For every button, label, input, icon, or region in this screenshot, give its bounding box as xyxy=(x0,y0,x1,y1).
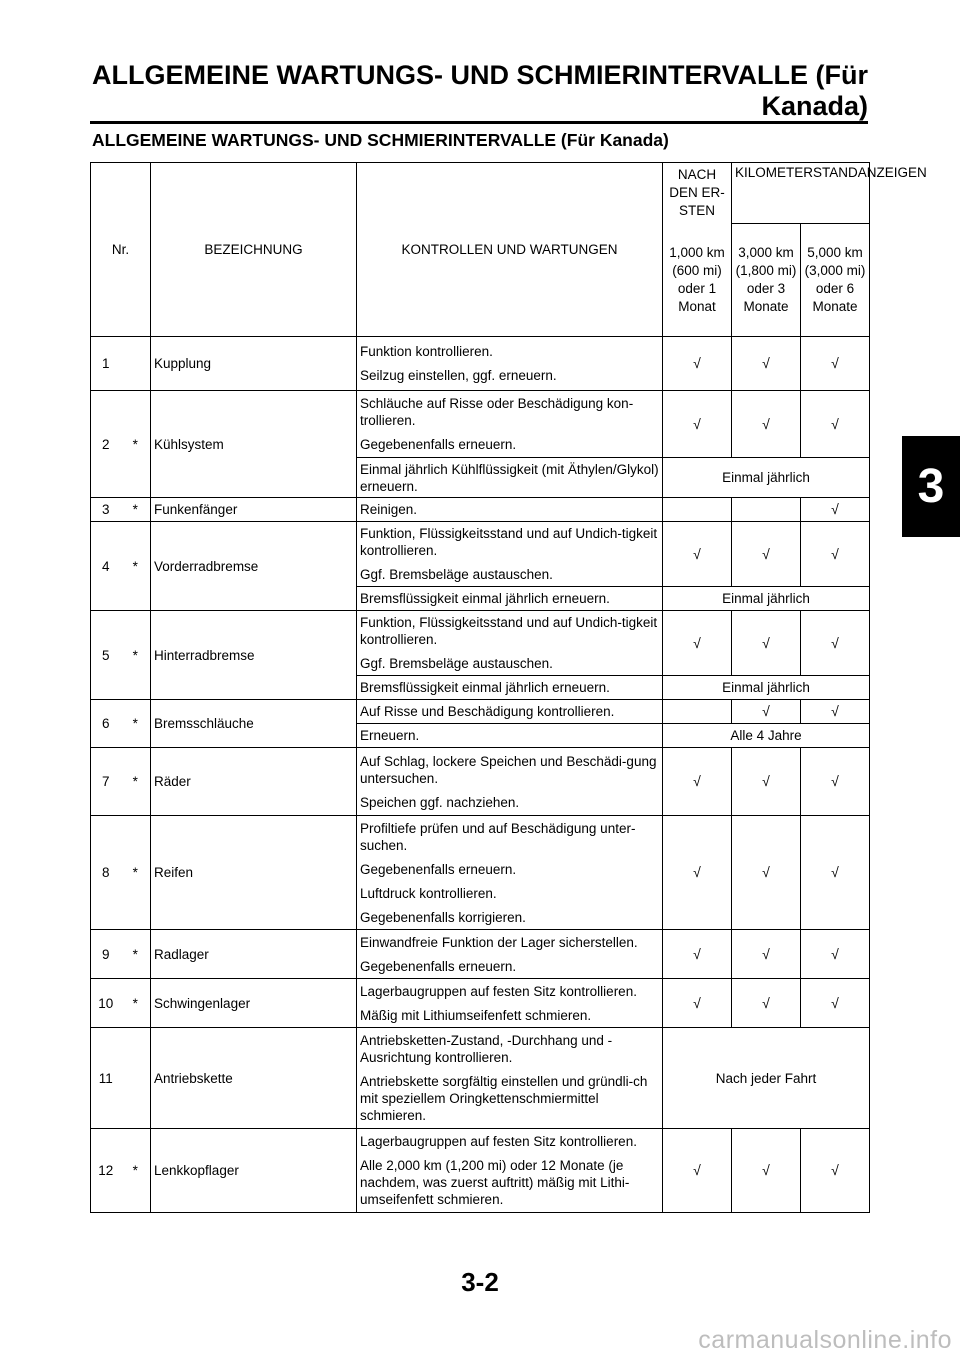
table-row xyxy=(91,700,870,724)
check-mark: √ xyxy=(663,391,732,458)
empty-cell xyxy=(663,498,732,522)
header-kontrollen: KONTROLLEN UND WARTUNGEN xyxy=(357,163,663,337)
action: Gegebenenfalls erneuern. xyxy=(360,861,517,877)
check-mark: √ xyxy=(732,522,801,587)
header-odometer: KILOMETERSTANDANZEIGEN xyxy=(732,163,870,224)
check-mark: √ xyxy=(801,930,870,979)
row-star: * xyxy=(121,498,151,522)
action: Mäßig mit Lithiumseifenfett schmieren. xyxy=(360,1007,592,1023)
check-mark: √ xyxy=(732,391,801,458)
interval-span: Alle 4 Jahre xyxy=(663,724,870,748)
check-mark: √ xyxy=(732,611,801,676)
row-number: 9 xyxy=(91,930,121,979)
table-row xyxy=(91,816,870,930)
table-row xyxy=(91,748,870,816)
action: Auf Risse und Beschädigung kontrollieren. xyxy=(360,704,615,719)
row-actions xyxy=(357,458,663,498)
action: Einmal jährlich Kühlflüssigkeit (mit Äthylen/Glykol) erneuern. xyxy=(360,461,659,494)
row-actions xyxy=(357,337,663,391)
row-name: Kühlsystem xyxy=(151,391,357,498)
row-star: * xyxy=(121,611,151,700)
watermark: carmanualsonline.info xyxy=(698,1326,952,1354)
action: Schläuche auf Risse oder Beschädigung kon-trollieren. xyxy=(360,396,634,428)
row-number: 4 xyxy=(91,522,121,611)
table-row xyxy=(91,1028,870,1129)
maintenance-table xyxy=(90,162,927,1213)
check-mark: √ xyxy=(663,816,732,930)
check-mark: √ xyxy=(732,748,801,816)
row-star: * xyxy=(121,391,151,498)
check-mark: √ xyxy=(663,611,732,676)
action: Luftdruck kontrollieren. xyxy=(360,885,497,901)
check-mark: √ xyxy=(801,1129,870,1213)
row-number: 12 xyxy=(91,1129,121,1213)
check-mark: √ xyxy=(801,816,870,930)
row-star: * xyxy=(121,748,151,816)
check-mark: √ xyxy=(663,930,732,979)
row-star: * xyxy=(121,930,151,979)
table-row xyxy=(91,1129,870,1213)
check-mark: √ xyxy=(801,391,870,458)
page-heading-line1: ALLGEMEINE WARTUNGS- UND SCHMIERINTERVALLE (Für xyxy=(92,60,868,90)
row-actions xyxy=(357,391,663,458)
action: Gegebenenfalls erneuern. xyxy=(360,958,517,974)
action: Alle 2,000 km (1,200 mi) oder 12 Monate (je nachdem, was zuerst auftritt) mäßig mit Lithi-umseifenfett schmieren. xyxy=(360,1158,630,1207)
action: Profiltiefe prüfen und auf Beschädigung unter-suchen. xyxy=(360,820,636,853)
table-row xyxy=(91,930,870,979)
row-actions xyxy=(357,676,663,700)
row-star: * xyxy=(121,700,151,748)
table-row xyxy=(91,522,870,587)
check-mark: √ xyxy=(801,979,870,1028)
action: Lagerbaugruppen auf festen Sitz kontrollieren. xyxy=(360,1134,637,1149)
row-number: 8 xyxy=(91,816,121,930)
action: Bremsflüssigkeit einmal jährlich erneuern. xyxy=(360,591,610,606)
row-star xyxy=(121,337,151,391)
check-mark: √ xyxy=(801,700,870,724)
action: Reinigen. xyxy=(360,502,418,517)
table-row xyxy=(91,498,870,522)
row-number: 6 xyxy=(91,700,121,748)
interval-span: Einmal jährlich xyxy=(663,676,870,700)
section-title: ALLGEMEINE WARTUNGS- UND SCHMIERINTERVALLE (Für Kanada) xyxy=(92,130,669,150)
page-heading-line2: Kanada) xyxy=(761,91,868,121)
action: Seilzug einstellen, ggf. erneuern. xyxy=(360,368,557,383)
empty-cell xyxy=(663,700,732,724)
action: Funktion, Flüssigkeitsstand und auf Undich-tigkeit kontrollieren. xyxy=(360,615,658,647)
action: Auf Schlag, lockere Speichen und Beschädi-gung untersuchen. xyxy=(360,753,657,786)
row-actions xyxy=(357,748,663,816)
check-mark: √ xyxy=(663,337,732,391)
check-mark: √ xyxy=(801,611,870,676)
row-name: Vorderradbremse xyxy=(151,522,357,611)
row-name: Radlager xyxy=(151,930,357,979)
row-actions xyxy=(357,930,663,979)
action: Antriebskette sorgfältig einstellen und gründli-ch mit speziellem Oringkettenschmiermittel schmieren. xyxy=(360,1074,648,1123)
row-actions xyxy=(357,1028,663,1129)
row-name: Antriebskette xyxy=(151,1028,357,1129)
row-star xyxy=(121,1028,151,1129)
row-actions xyxy=(357,700,663,724)
check-mark: √ xyxy=(732,930,801,979)
row-name: Reifen xyxy=(151,816,357,930)
action: Gegebenenfalls erneuern. xyxy=(360,437,517,452)
header-bezeichnung: BEZEICHNUNG xyxy=(151,163,357,337)
row-star: * xyxy=(121,1129,151,1213)
row-name: Funkenfänger xyxy=(151,498,357,522)
row-name: Bremsschläuche xyxy=(151,700,357,748)
row-number: 7 xyxy=(91,748,121,816)
action: Funktion, Flüssigkeitsstand und auf Undich-tigkeit kontrollieren. xyxy=(360,526,658,558)
check-mark: √ xyxy=(732,337,801,391)
action: Einwandfreie Funktion der Lager sicherstellen. xyxy=(360,934,638,950)
check-mark: √ xyxy=(801,748,870,816)
row-number: 1 xyxy=(91,337,121,391)
row-actions xyxy=(357,816,663,930)
page-heading xyxy=(90,60,868,122)
check-mark: √ xyxy=(663,1129,732,1213)
row-number: 11 xyxy=(91,1028,121,1129)
interval-span: Einmal jährlich xyxy=(663,458,870,498)
table-row xyxy=(91,979,870,1028)
row-number: 2 xyxy=(91,391,121,498)
header-first: NACH DEN ER-STEN xyxy=(663,163,732,224)
row-name: Kupplung xyxy=(151,337,357,391)
row-name: Schwingenlager xyxy=(151,979,357,1028)
action: Funktion kontrollieren. xyxy=(360,344,493,359)
table-row xyxy=(91,611,870,676)
row-actions xyxy=(357,611,663,676)
check-mark: √ xyxy=(732,979,801,1028)
row-actions xyxy=(357,979,663,1028)
check-mark: √ xyxy=(732,816,801,930)
check-mark: √ xyxy=(732,1129,801,1213)
row-actions xyxy=(357,587,663,611)
action: Bremsflüssigkeit einmal jährlich erneuern. xyxy=(360,680,610,695)
row-name: Räder xyxy=(151,748,357,816)
row-name: Lenkkopflager xyxy=(151,1129,357,1213)
check-mark: √ xyxy=(732,700,801,724)
row-actions xyxy=(357,498,663,522)
row-star: * xyxy=(121,816,151,930)
header-col-5000: 5,000 km (3,000 mi) oder 6 Monate xyxy=(801,224,870,337)
action: Antriebsketten-Zustand, -Durchhang und -Ausrichtung kontrollieren. xyxy=(360,1033,613,1065)
empty-cell xyxy=(732,498,801,522)
action: Gegebenenfalls korrigieren. xyxy=(360,909,526,925)
check-mark: √ xyxy=(801,522,870,587)
row-actions xyxy=(357,522,663,587)
row-actions xyxy=(357,1129,663,1213)
row-star: * xyxy=(121,522,151,611)
action: Ggf. Bremsbeläge austauschen. xyxy=(360,656,553,671)
row-actions xyxy=(357,724,663,748)
check-mark: √ xyxy=(801,498,870,522)
row-name: Hinterradbremse xyxy=(151,611,357,700)
action: Speichen ggf. nachziehen. xyxy=(360,794,520,810)
header-nr: Nr. xyxy=(91,163,151,337)
heading-rule xyxy=(90,121,868,124)
page-number: 3-2 xyxy=(461,1267,499,1297)
row-number: 3 xyxy=(91,498,121,522)
check-mark: √ xyxy=(663,748,732,816)
row-star: * xyxy=(121,979,151,1028)
action: Ggf. Bremsbeläge austauschen. xyxy=(360,567,553,582)
table-row xyxy=(91,391,870,458)
check-mark: √ xyxy=(801,337,870,391)
interval-span: Nach jeder Fahrt xyxy=(663,1028,870,1129)
row-number: 5 xyxy=(91,611,121,700)
row-number: 10 xyxy=(91,979,121,1028)
header-col-1000: 1,000 km (600 mi) oder 1 Monat xyxy=(663,224,732,337)
interval-span: Einmal jährlich xyxy=(663,587,870,611)
action: Erneuern. xyxy=(360,728,420,743)
chapter-tab: 3 xyxy=(902,436,960,537)
check-mark: √ xyxy=(663,979,732,1028)
action: Lagerbaugruppen auf festen Sitz kontrollieren. xyxy=(360,983,637,999)
header-col-3000: 3,000 km (1,800 mi) oder 3 Monate xyxy=(732,224,801,337)
table-row xyxy=(91,337,870,391)
check-mark: √ xyxy=(663,522,732,587)
